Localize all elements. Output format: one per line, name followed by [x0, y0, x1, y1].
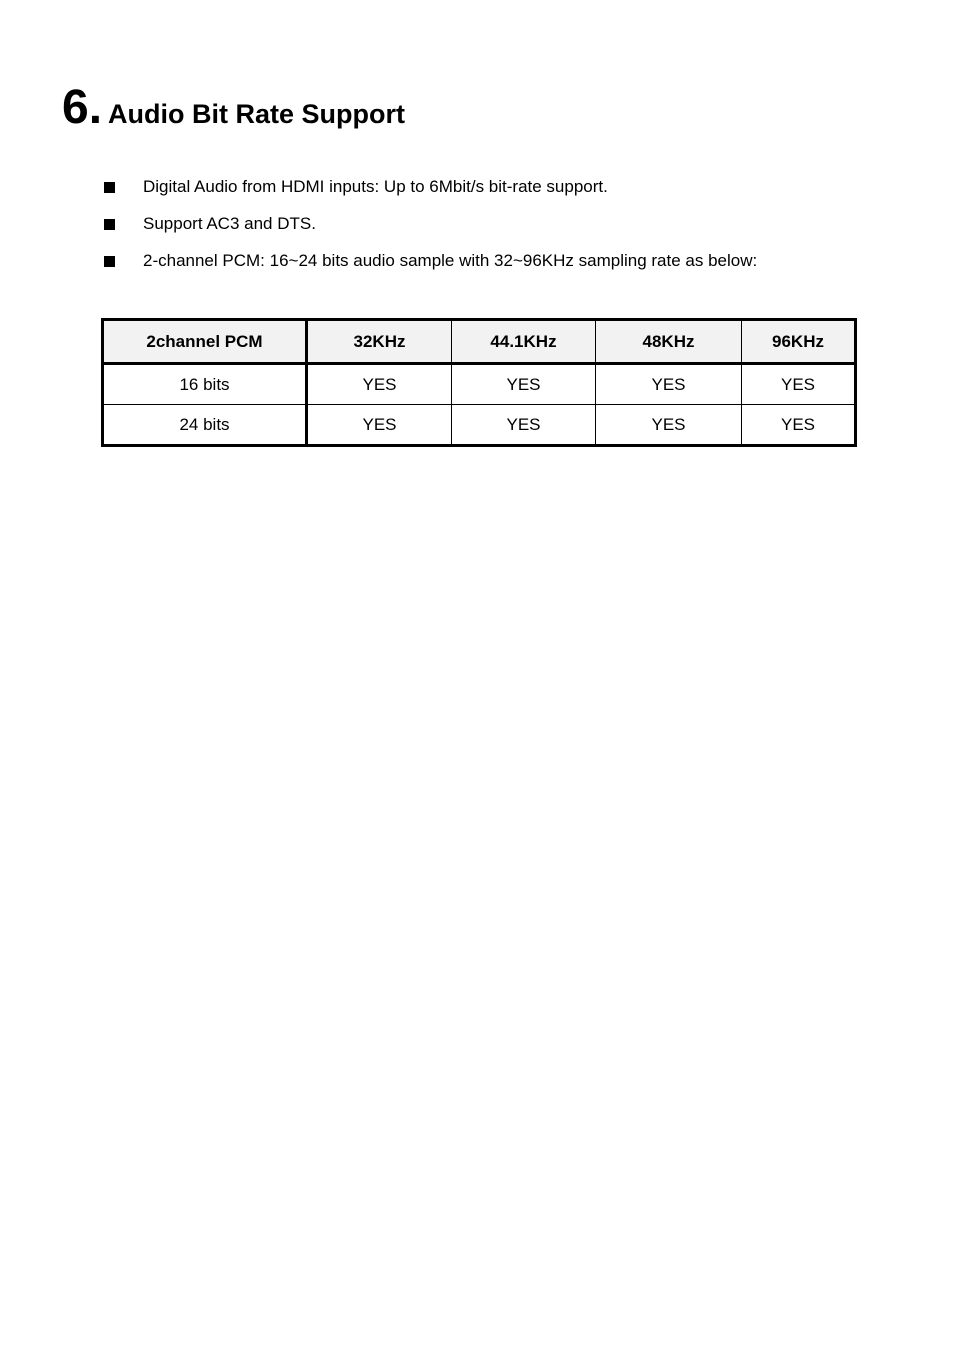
section-heading: [62, 81, 406, 134]
table-cell: YES: [596, 405, 742, 446]
list-item: [104, 250, 757, 272]
section-title: Audio Bit Rate Support: [108, 99, 406, 129]
list-item: [104, 176, 757, 198]
table-cell: YES: [596, 364, 742, 405]
table-header-cell: 44.1KHz: [452, 320, 596, 364]
table-cell: YES: [452, 364, 596, 405]
square-bullet-icon: [104, 219, 115, 230]
table-cell: 16 bits: [103, 364, 307, 405]
table-cell: YES: [452, 405, 596, 446]
table-cell: YES: [742, 364, 856, 405]
list-item-text: 2-channel PCM: 16~24 bits audio sample with 32~96KHz sampling rate as below:: [143, 251, 758, 270]
table-cell: YES: [742, 405, 856, 446]
list-item: [104, 213, 757, 235]
table-header-row: [103, 320, 856, 364]
table-row: [103, 364, 856, 405]
feature-list: [104, 176, 757, 287]
table-cell: YES: [307, 405, 452, 446]
list-item-text: Digital Audio from HDMI inputs: Up to 6Mbit/s bit-rate support.: [143, 177, 608, 196]
table-header-cell: 2channel PCM: [103, 320, 307, 364]
square-bullet-icon: [104, 256, 115, 267]
table-header-cell: 96KHz: [742, 320, 856, 364]
table-cell: 24 bits: [103, 405, 307, 446]
pcm-support-table: [101, 318, 857, 447]
section-number: 6.: [62, 81, 103, 134]
square-bullet-icon: [104, 182, 115, 193]
table-row: [103, 405, 856, 446]
table-header-cell: 32KHz: [307, 320, 452, 364]
table-header-cell: 48KHz: [596, 320, 742, 364]
table-cell: YES: [307, 364, 452, 405]
list-item-text: Support AC3 and DTS.: [143, 214, 316, 233]
